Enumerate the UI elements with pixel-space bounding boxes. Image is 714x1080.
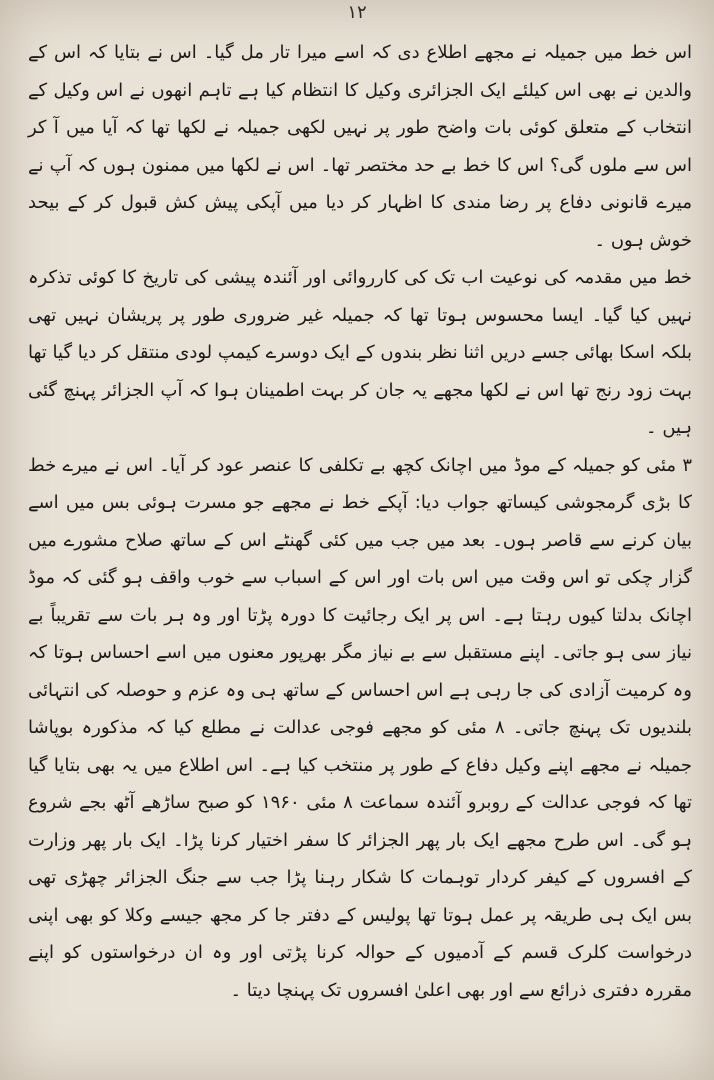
page-body <box>28 34 692 1009</box>
paragraph: اس خط میں جمیلہ نے مجھے اطلاع دی کہ اسے میرا تار مل گیا۔ اس نے بتایا کہ اس کے والدین نے بھی اس کیلئے ایک الجزائری وکیل کا انتظام کیا ہے تاہم انھوں نے اس وکیل کے انتخاب کے متعلق کوئی بات واضح طور پر نہیں لکھی جمیلہ نے لکھا تھا کہ آیا میں آ کر اس سے ملوں گی؟ اس کا خط بے حد مختصر تھا۔ اس نے لکھا میں ممنون ہوں کہ آپ نے میرے قانونی دفاع پر رضا مندی کا اظہار کر دیا میں آپکی پیش کش قبول کر کے بیحد خوش ہوں ۔ <box>28 42 692 251</box>
paragraph: ۳ مئی کو جمیلہ کے موڈ میں اچانک کچھ بے تکلفی کا عنصر عود کر آیا۔ اس نے میرے خط کا بڑی گرمجوشی کیساتھ جواب دیا: آپکے خط نے مجھے جو مسرت ہوئی بس میں اسے بیان کرنے سے قاصر ہوں۔ بعد میں جب میں کئی گھنٹے اس کے ساتھ صلاح مشورے میں گزار چکی تو اس وقت میں اس بات اور اس کے اسباب سے خوب واقف ہو گئی کہ موڈ اچانک بدلتا کیوں رہتا ہے۔ اس پر ایک رجائیت کا دورہ پڑتا اور وہ ہر بات سے تقریباً بے نیاز سی ہو جاتی۔ اپنے مستقبل سے بے نیاز مگر بھرپور معنوں میں اسے احساس ہوتا کہ وہ کرمیت آزادی کی جا رہی ہے اس احساس کے ساتھ ہی وہ عزم و حوصلہ کی انتہائی بلندیوں تک پہنچ جاتی۔ ۸ مئی کو مجھے فوجی عدالت نے مطلع کیا کہ مذکورہ بوپاشا جمیلہ نے مجھے اپنے وکیل دفاع کے طور پر منتخب کیا ہے۔ اس اطلاع میں یہ بھی بتایا گیا تھا کہ فوجی عدالت کے روبرو آئندہ سماعت ۸ مئی ۱۹۶۰ کو صبح ساڑھے آٹھ بجے شروع ہو گی۔ اس طرح مجھے ایک بار پھر الجزائر کا سفر اختیار کرنا پڑا۔ ایک بار پھر وزارت کے افسروں کے کیفر کردار توہمات کا شکار رہنا پڑا جب سے جنگ الجزائر چھڑی تھی بس ایک ہی طریقہ پر عمل ہوتا تھا پولیس کے دفتر جا کر مجھ جیسے وکلا کو بھی اپنی درخواست کلرک قسم کے آدمیوں کے حوالہ کرنا پڑتی اور وہ ان درخواستوں کو اپنے مقررہ دفتری ذرائع سے اور بھی اعلیٰ افسروں تک پہنچا دیتا ۔ <box>28 454 692 1001</box>
paragraph: خط میں مقدمہ کی نوعیت اب تک کی کارروائی اور آئندہ پیشی کی تاریخ کا کوئی تذکرہ نہیں کیا گیا۔ ایسا محسوس ہوتا تھا کہ جمیلہ غیر ضروری طور پر پریشان نہیں تھی بلکہ اسکا بھائی جسے دریں اثنا نظر بندوں کے ایک دوسرے کیمپ لودی منتقل کر دیا گیا تھا بہت زود رنج تھا اس نے لکھا مجھے یہ جان کر بہت اطمینان ہوا کہ آپ الجزائر پہنچ گئی ہیں ۔ <box>28 267 692 438</box>
page-number: ۱۲ <box>347 2 367 23</box>
